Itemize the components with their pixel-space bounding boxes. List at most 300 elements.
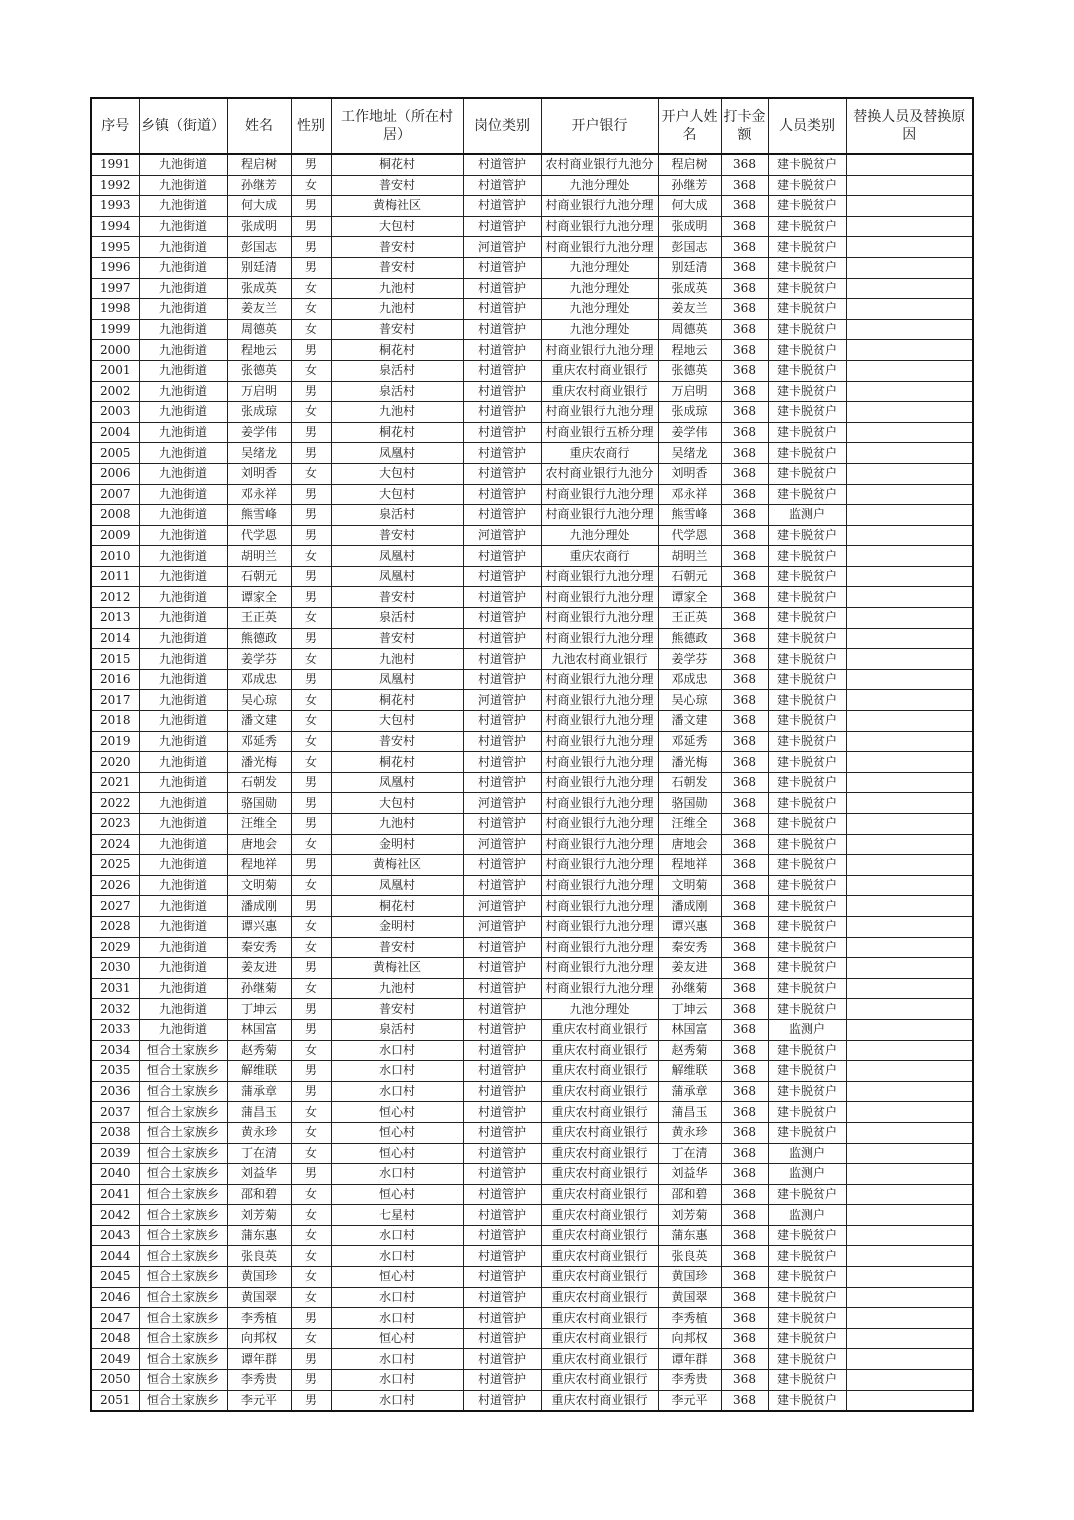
cell-bank: 重庆农村商业银行 [541, 1370, 658, 1391]
cell-address: 水口村 [331, 1225, 463, 1246]
cell-category: 建卡脱贫户 [768, 875, 846, 896]
cell-address: 普安村 [331, 999, 463, 1020]
cell-post: 村道管护 [463, 1225, 541, 1246]
cell-post: 村道管护 [463, 257, 541, 278]
table-row [91, 1308, 973, 1329]
cell-address: 水口村 [331, 1081, 463, 1102]
table-row [91, 834, 973, 855]
cell-bank: 村商业银行九池分理 [541, 731, 658, 752]
cell-sex: 女 [291, 175, 331, 196]
cell-holder: 林国富 [658, 1019, 721, 1040]
cell-post: 村道管护 [463, 360, 541, 381]
cell-name: 蒲承章 [227, 1081, 291, 1102]
cell-bank: 村商业银行九池分理 [541, 484, 658, 505]
cell-holder: 解维联 [658, 1061, 721, 1082]
cell-address: 普安村 [331, 319, 463, 340]
cell-amount: 368 [721, 237, 768, 258]
cell-seq: 2033 [91, 1019, 139, 1040]
cell-name: 文明菊 [227, 875, 291, 896]
cell-holder: 秦安秀 [658, 937, 721, 958]
cell-sex: 女 [291, 1225, 331, 1246]
cell-bank: 村商业银行九池分理 [541, 793, 658, 814]
cell-holder: 蒲昌玉 [658, 1102, 721, 1123]
cell-name: 赵秀菊 [227, 1040, 291, 1061]
cell-bank: 九池分理处 [541, 319, 658, 340]
cell-category: 建卡脱贫户 [768, 154, 846, 175]
cell-replacement [846, 1246, 973, 1267]
cell-address: 桐花村 [331, 154, 463, 175]
cell-post: 村道管护 [463, 443, 541, 464]
cell-amount: 368 [721, 1267, 768, 1288]
cell-seq: 2025 [91, 855, 139, 876]
cell-address: 大包村 [331, 793, 463, 814]
cell-sex: 男 [291, 1370, 331, 1391]
cell-sex: 男 [291, 1061, 331, 1082]
cell-town: 九池街道 [139, 711, 227, 732]
cell-name: 姜友兰 [227, 299, 291, 320]
cell-amount: 368 [721, 793, 768, 814]
cell-replacement [846, 1164, 973, 1185]
cell-holder: 熊雪峰 [658, 505, 721, 526]
cell-holder: 邵和碧 [658, 1184, 721, 1205]
cell-name: 石朝发 [227, 772, 291, 793]
cell-amount: 368 [721, 1143, 768, 1164]
cell-seq: 1999 [91, 319, 139, 340]
cell-seq: 2016 [91, 669, 139, 690]
cell-post: 河道管护 [463, 690, 541, 711]
cell-seq: 2028 [91, 916, 139, 937]
cell-category: 建卡脱贫户 [768, 1081, 846, 1102]
cell-sex: 男 [291, 505, 331, 526]
table-row [91, 196, 973, 217]
cell-address: 桐花村 [331, 340, 463, 361]
cell-category: 建卡脱贫户 [768, 916, 846, 937]
cell-address: 七星村 [331, 1205, 463, 1226]
cell-holder: 谭兴惠 [658, 916, 721, 937]
cell-category: 建卡脱贫户 [768, 216, 846, 237]
cell-address: 黄梅社区 [331, 958, 463, 979]
cell-amount: 368 [721, 649, 768, 670]
table-row [91, 525, 973, 546]
cell-address: 普安村 [331, 175, 463, 196]
cell-seq: 2002 [91, 381, 139, 402]
cell-replacement [846, 855, 973, 876]
cell-bank: 重庆农村商业银行 [541, 1225, 658, 1246]
cell-post: 村道管护 [463, 340, 541, 361]
cell-amount: 368 [721, 896, 768, 917]
cell-holder: 张良英 [658, 1246, 721, 1267]
cell-name: 谭兴惠 [227, 916, 291, 937]
cell-amount: 368 [721, 999, 768, 1020]
cell-category: 建卡脱贫户 [768, 690, 846, 711]
cell-name: 汪维全 [227, 814, 291, 835]
cell-replacement [846, 381, 973, 402]
cell-bank: 重庆农村商业银行 [541, 1308, 658, 1329]
cell-category: 建卡脱贫户 [768, 443, 846, 464]
cell-amount: 368 [721, 1246, 768, 1267]
cell-seq: 2018 [91, 711, 139, 732]
cell-address: 九池村 [331, 978, 463, 999]
cell-category: 建卡脱贫户 [768, 793, 846, 814]
cell-name: 刘明香 [227, 463, 291, 484]
cell-holder: 刘明香 [658, 463, 721, 484]
cell-bank: 村商业银行九池分理 [541, 628, 658, 649]
cell-bank: 重庆农商行 [541, 546, 658, 567]
cell-replacement [846, 1061, 973, 1082]
cell-post: 村道管护 [463, 1390, 541, 1411]
cell-seq: 2042 [91, 1205, 139, 1226]
cell-sex: 女 [291, 1267, 331, 1288]
cell-seq: 1993 [91, 196, 139, 217]
cell-sex: 男 [291, 855, 331, 876]
cell-post: 村道管护 [463, 999, 541, 1020]
cell-holder: 汪维全 [658, 814, 721, 835]
cell-bank: 重庆农村商业银行 [541, 1122, 658, 1143]
cell-seq: 2031 [91, 978, 139, 999]
cell-holder: 黄永珍 [658, 1122, 721, 1143]
cell-seq: 1998 [91, 299, 139, 320]
cell-replacement [846, 814, 973, 835]
cell-name: 骆国勋 [227, 793, 291, 814]
cell-town: 九池街道 [139, 546, 227, 567]
cell-sex: 男 [291, 896, 331, 917]
cell-seq: 2038 [91, 1122, 139, 1143]
cell-holder: 骆国勋 [658, 793, 721, 814]
cell-category: 建卡脱贫户 [768, 1267, 846, 1288]
cell-post: 村道管护 [463, 1061, 541, 1082]
cell-town: 九池街道 [139, 381, 227, 402]
cell-name: 吴绪龙 [227, 443, 291, 464]
cell-name: 熊雪峰 [227, 505, 291, 526]
table-row [91, 1205, 973, 1226]
cell-seq: 1994 [91, 216, 139, 237]
cell-bank: 村商业银行九池分理 [541, 772, 658, 793]
cell-replacement [846, 958, 973, 979]
cell-replacement [846, 669, 973, 690]
cell-category: 建卡脱贫户 [768, 731, 846, 752]
table-row [91, 381, 973, 402]
cell-holder: 李元平 [658, 1390, 721, 1411]
cell-town: 九池街道 [139, 814, 227, 835]
table-row [91, 690, 973, 711]
cell-replacement [846, 1225, 973, 1246]
cell-post: 村道管护 [463, 669, 541, 690]
cell-address: 桐花村 [331, 752, 463, 773]
cell-town: 九池街道 [139, 649, 227, 670]
cell-holder: 孙继菊 [658, 978, 721, 999]
cell-town: 九池街道 [139, 587, 227, 608]
table-row [91, 402, 973, 423]
cell-category: 建卡脱贫户 [768, 237, 846, 258]
cell-amount: 368 [721, 752, 768, 773]
cell-sex: 男 [291, 814, 331, 835]
cell-holder: 程地祥 [658, 855, 721, 876]
cell-holder: 吴心琼 [658, 690, 721, 711]
cell-address: 凤凰村 [331, 443, 463, 464]
cell-name: 李秀植 [227, 1308, 291, 1329]
cell-amount: 368 [721, 958, 768, 979]
cell-sex: 女 [291, 278, 331, 299]
cell-seq: 2008 [91, 505, 139, 526]
cell-address: 大包村 [331, 216, 463, 237]
cell-holder: 程地云 [658, 340, 721, 361]
cell-seq: 2043 [91, 1225, 139, 1246]
cell-category: 监测户 [768, 505, 846, 526]
cell-sex: 男 [291, 772, 331, 793]
cell-category: 建卡脱贫户 [768, 1390, 846, 1411]
cell-sex: 女 [291, 319, 331, 340]
cell-sex: 男 [291, 1349, 331, 1370]
cell-sex: 女 [291, 360, 331, 381]
cell-holder: 向邦权 [658, 1328, 721, 1349]
table-row [91, 257, 973, 278]
cell-address: 水口村 [331, 1390, 463, 1411]
header-seq: 序号 [91, 98, 139, 154]
cell-name: 胡明兰 [227, 546, 291, 567]
cell-town: 九池街道 [139, 422, 227, 443]
cell-amount: 368 [721, 587, 768, 608]
cell-seq: 1992 [91, 175, 139, 196]
cell-post: 村道管护 [463, 299, 541, 320]
table-row [91, 1287, 973, 1308]
cell-category: 建卡脱贫户 [768, 463, 846, 484]
cell-holder: 代学恩 [658, 525, 721, 546]
cell-post: 村道管护 [463, 1328, 541, 1349]
cell-sex: 男 [291, 669, 331, 690]
cell-name: 程地云 [227, 340, 291, 361]
cell-amount: 368 [721, 1061, 768, 1082]
cell-post: 村道管护 [463, 1081, 541, 1102]
cell-post: 村道管护 [463, 772, 541, 793]
table-row [91, 999, 973, 1020]
cell-post: 村道管护 [463, 1205, 541, 1226]
cell-name: 邵和碧 [227, 1184, 291, 1205]
cell-town: 九池街道 [139, 999, 227, 1020]
cell-amount: 368 [721, 340, 768, 361]
cell-category: 建卡脱贫户 [768, 834, 846, 855]
table-row [91, 278, 973, 299]
cell-holder: 张德英 [658, 360, 721, 381]
cell-post: 村道管护 [463, 1184, 541, 1205]
cell-amount: 368 [721, 1205, 768, 1226]
cell-holder: 姜友兰 [658, 299, 721, 320]
cell-address: 水口村 [331, 1308, 463, 1329]
table-row [91, 1164, 973, 1185]
cell-bank: 村商业银行九池分理 [541, 958, 658, 979]
cell-name: 张成明 [227, 216, 291, 237]
cell-town: 九池街道 [139, 463, 227, 484]
cell-replacement [846, 463, 973, 484]
table-row [91, 175, 973, 196]
header-post: 岗位类别 [463, 98, 541, 154]
cell-replacement [846, 360, 973, 381]
cell-name: 张成英 [227, 278, 291, 299]
cell-holder: 谭年群 [658, 1349, 721, 1370]
cell-sex: 女 [291, 916, 331, 937]
cell-replacement [846, 608, 973, 629]
cell-bank: 农村商业银行九池分 [541, 463, 658, 484]
cell-bank: 重庆农村商业银行 [541, 1328, 658, 1349]
cell-town: 九池街道 [139, 360, 227, 381]
cell-holder: 石朝发 [658, 772, 721, 793]
cell-holder: 何大成 [658, 196, 721, 217]
cell-amount: 368 [721, 1081, 768, 1102]
cell-address: 泉活村 [331, 505, 463, 526]
cell-amount: 368 [721, 546, 768, 567]
cell-category: 建卡脱贫户 [768, 546, 846, 567]
cell-holder: 周德英 [658, 319, 721, 340]
cell-post: 河道管护 [463, 834, 541, 855]
cell-replacement [846, 175, 973, 196]
cell-amount: 368 [721, 360, 768, 381]
cell-category: 建卡脱贫户 [768, 1287, 846, 1308]
cell-town: 九池街道 [139, 669, 227, 690]
cell-amount: 368 [721, 731, 768, 752]
cell-category: 建卡脱贫户 [768, 1040, 846, 1061]
cell-seq: 2036 [91, 1081, 139, 1102]
cell-address: 九池村 [331, 299, 463, 320]
cell-post: 村道管护 [463, 216, 541, 237]
cell-replacement [846, 999, 973, 1020]
cell-amount: 368 [721, 463, 768, 484]
cell-bank: 重庆农村商业银行 [541, 1102, 658, 1123]
table-row [91, 546, 973, 567]
cell-bank: 村商业银行九池分理 [541, 505, 658, 526]
cell-name: 姜学芬 [227, 649, 291, 670]
cell-sex: 男 [291, 1390, 331, 1411]
cell-seq: 2047 [91, 1308, 139, 1329]
table-row [91, 1225, 973, 1246]
cell-category: 建卡脱贫户 [768, 278, 846, 299]
table-row [91, 608, 973, 629]
cell-amount: 368 [721, 1102, 768, 1123]
cell-town: 九池街道 [139, 690, 227, 711]
cell-replacement [846, 319, 973, 340]
header-name: 姓名 [227, 98, 291, 154]
cell-post: 河道管护 [463, 237, 541, 258]
cell-name: 王正英 [227, 608, 291, 629]
cell-replacement [846, 896, 973, 917]
cell-post: 村道管护 [463, 1143, 541, 1164]
cell-sex: 女 [291, 649, 331, 670]
cell-replacement [846, 443, 973, 464]
cell-post: 村道管护 [463, 978, 541, 999]
cell-seq: 1991 [91, 154, 139, 175]
cell-category: 建卡脱贫户 [768, 649, 846, 670]
cell-amount: 368 [721, 1040, 768, 1061]
cell-address: 金明村 [331, 834, 463, 855]
cell-bank: 重庆农村商业银行 [541, 1246, 658, 1267]
cell-holder: 赵秀菊 [658, 1040, 721, 1061]
cell-post: 村道管护 [463, 1308, 541, 1329]
cell-seq: 2000 [91, 340, 139, 361]
table-row [91, 793, 973, 814]
cell-seq: 2021 [91, 772, 139, 793]
cell-post: 村道管护 [463, 319, 541, 340]
cell-name: 吴心琼 [227, 690, 291, 711]
cell-seq: 1995 [91, 237, 139, 258]
cell-address: 九池村 [331, 402, 463, 423]
cell-holder: 吴绪龙 [658, 443, 721, 464]
cell-sex: 男 [291, 958, 331, 979]
cell-address: 泉活村 [331, 608, 463, 629]
table-row [91, 422, 973, 443]
cell-sex: 女 [291, 402, 331, 423]
table-row [91, 958, 973, 979]
cell-amount: 368 [721, 402, 768, 423]
cell-town: 九池街道 [139, 958, 227, 979]
cell-sex: 女 [291, 1205, 331, 1226]
cell-name: 李秀贵 [227, 1370, 291, 1391]
cell-town: 恒合土家族乡 [139, 1081, 227, 1102]
cell-holder: 潘文建 [658, 711, 721, 732]
cell-bank: 村商业银行九池分理 [541, 834, 658, 855]
cell-holder: 姜学芬 [658, 649, 721, 670]
cell-holder: 别廷清 [658, 257, 721, 278]
cell-town: 九池街道 [139, 608, 227, 629]
cell-replacement [846, 834, 973, 855]
cell-category: 建卡脱贫户 [768, 1102, 846, 1123]
cell-seq: 2007 [91, 484, 139, 505]
cell-post: 村道管护 [463, 1102, 541, 1123]
cell-bank: 九池农村商业银行 [541, 649, 658, 670]
cell-name: 林国富 [227, 1019, 291, 1040]
cell-holder: 孙继芳 [658, 175, 721, 196]
cell-address: 恒心村 [331, 1267, 463, 1288]
cell-sex: 男 [291, 587, 331, 608]
cell-replacement [846, 566, 973, 587]
cell-category: 建卡脱贫户 [768, 669, 846, 690]
cell-sex: 女 [291, 299, 331, 320]
cell-bank: 九池分理处 [541, 999, 658, 1020]
cell-name: 周德英 [227, 319, 291, 340]
cell-post: 村道管护 [463, 154, 541, 175]
cell-address: 金明村 [331, 916, 463, 937]
cell-bank: 九池分理处 [541, 278, 658, 299]
cell-sex: 男 [291, 443, 331, 464]
cell-holder: 张成英 [658, 278, 721, 299]
cell-category: 建卡脱贫户 [768, 1246, 846, 1267]
cell-town: 九池街道 [139, 731, 227, 752]
cell-bank: 重庆农村商业银行 [541, 1287, 658, 1308]
cell-sex: 女 [291, 978, 331, 999]
table-row [91, 731, 973, 752]
cell-sex: 男 [291, 237, 331, 258]
table-row [91, 443, 973, 464]
cell-town: 九池街道 [139, 896, 227, 917]
cell-sex: 男 [291, 340, 331, 361]
cell-bank: 重庆农村商业银行 [541, 1061, 658, 1082]
cell-category: 建卡脱贫户 [768, 566, 846, 587]
cell-seq: 2001 [91, 360, 139, 381]
cell-post: 村道管护 [463, 731, 541, 752]
cell-replacement [846, 649, 973, 670]
cell-town: 九池街道 [139, 216, 227, 237]
cell-bank: 九池分理处 [541, 175, 658, 196]
cell-town: 九池街道 [139, 319, 227, 340]
cell-name: 潘光梅 [227, 752, 291, 773]
cell-town: 九池街道 [139, 175, 227, 196]
cell-address: 恒心村 [331, 1102, 463, 1123]
cell-sex: 女 [291, 690, 331, 711]
cell-category: 建卡脱贫户 [768, 958, 846, 979]
cell-name: 姜友进 [227, 958, 291, 979]
cell-seq: 2023 [91, 814, 139, 835]
cell-category: 建卡脱贫户 [768, 402, 846, 423]
cell-amount: 368 [721, 834, 768, 855]
cell-town: 九池街道 [139, 916, 227, 937]
cell-name: 孙继芳 [227, 175, 291, 196]
